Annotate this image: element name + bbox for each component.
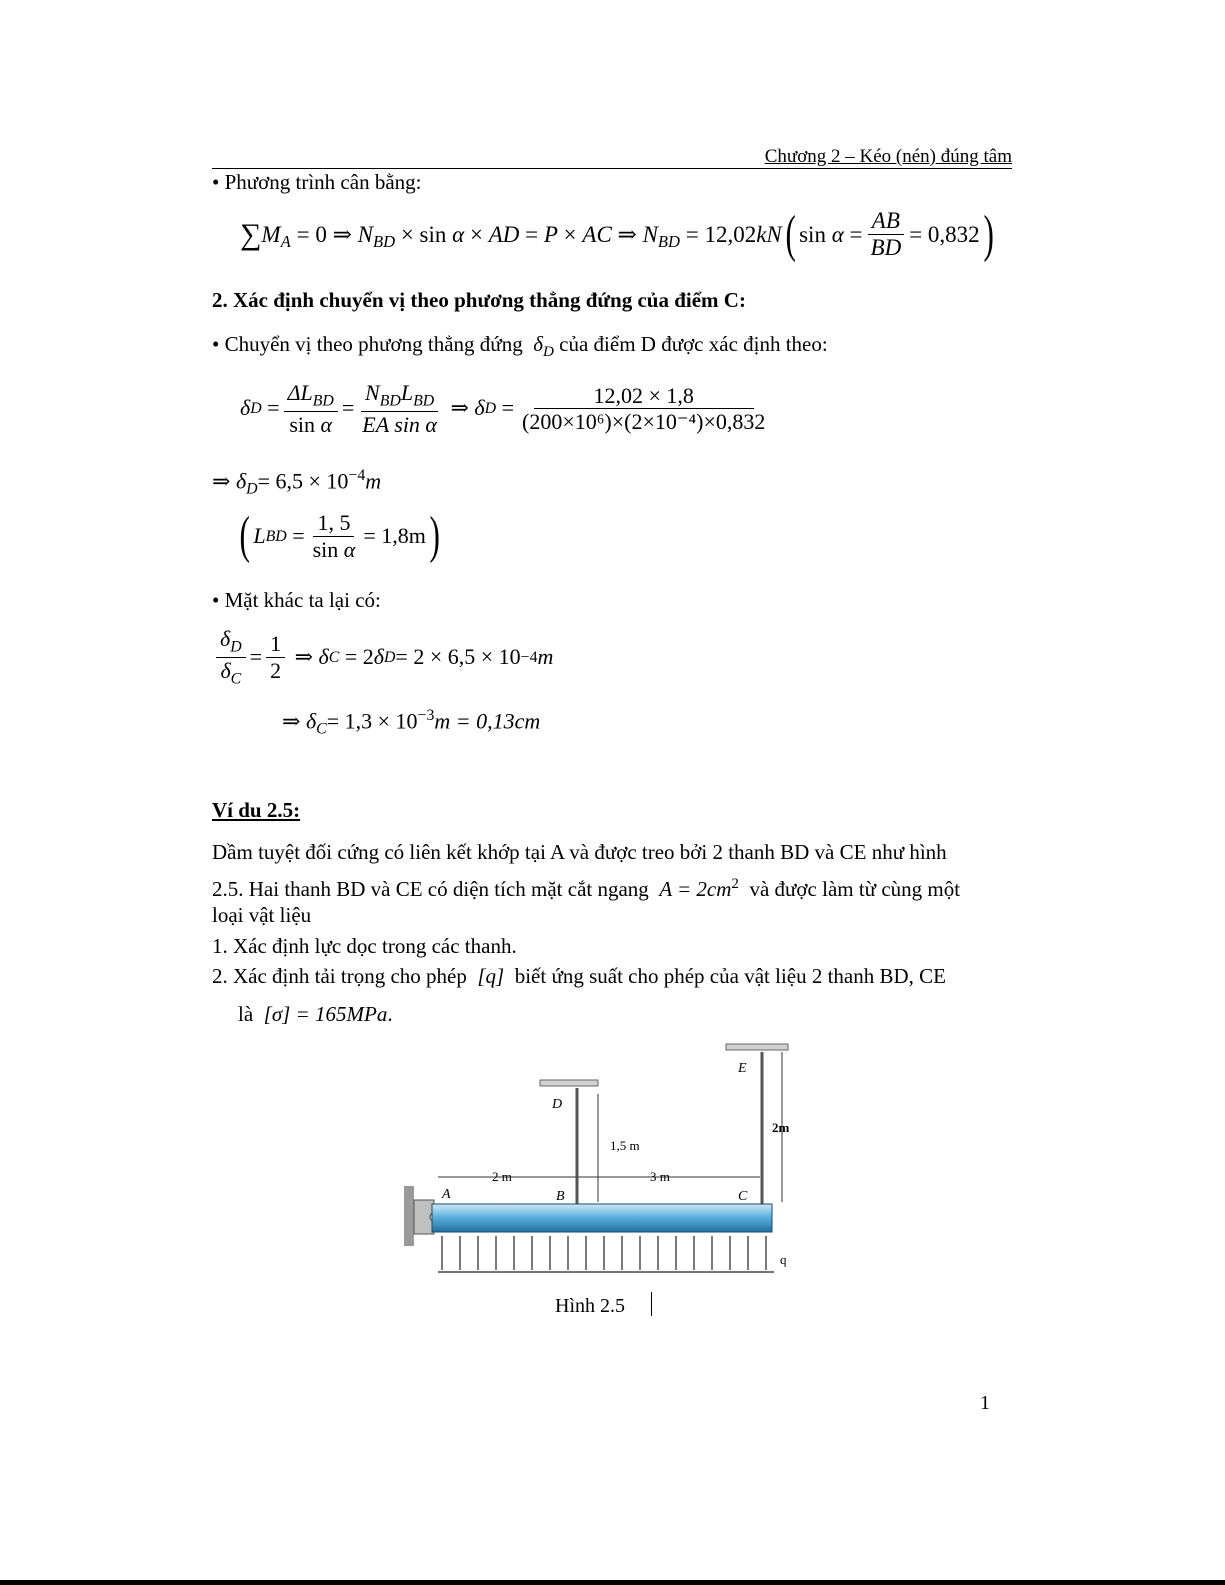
equilibrium-bullet: • Phương trình cân bằng:	[212, 170, 422, 194]
example-item1: 1. Xác định lực dọc trong các thanh.	[212, 934, 517, 958]
delta-d-result: ⇒ $\delta_D= 6,5 \times 10^{-4}m$	[212, 467, 382, 498]
ceiling-d	[540, 1080, 598, 1086]
example-line3: loại vật liệu	[212, 903, 312, 927]
page-header	[212, 146, 1012, 169]
beam-diagram	[402, 1032, 802, 1294]
label-dim-3m: 3 m	[650, 1169, 670, 1184]
displacement-bullet: • Chuyển vị theo phương thẳng đứng $\delta_D$ của điểm D được xác định theo:	[212, 332, 828, 361]
ratio-formula: $\frac{\delta_D}{\delta_C}$ = $\frac{1}{2}$ ⇒ δ C = 2 δ D = 2 × 6,5 × 10 −4 m	[212, 626, 553, 688]
example-line1: Dầm tuyệt đối cứng có liên kết khớp tại A và được treo bởi 2 thanh BD và CE như hình	[212, 840, 947, 864]
distributed-load	[438, 1236, 774, 1272]
header-title: Chương 2 – Kéo (nén) đúng tâm	[764, 146, 1012, 167]
example-paragraph	[212, 836, 1002, 925]
section2-heading: 2. Xác định chuyển vị theo phương thẳng đứng của điểm C:	[212, 288, 746, 312]
example-title: Ví du 2.5:	[212, 798, 301, 822]
label-a: A	[442, 1187, 451, 1202]
label-d: D	[552, 1097, 563, 1112]
label-q: q	[780, 1252, 787, 1267]
label-c: C	[738, 1189, 748, 1204]
label-dim-15: 1,5 m	[610, 1138, 640, 1153]
delta-d-formula: δ D = $\frac{\Delta L_{BD}}{\text{sin α}}$ = $\frac{N_{BD}L_{BD}}{\text{EA sin α}}$ ⇒ δ D = $\frac{12,02 \times 1,8}{\text{(200×10⁶)×(2×10⁻⁴)×0,832}}$	[240, 380, 766, 437]
example-item2-cont: là [σ] = 165MPa.	[238, 1002, 393, 1026]
ceiling-e	[726, 1044, 788, 1050]
wall-support	[404, 1186, 414, 1246]
text-cursor	[651, 1292, 652, 1316]
rigid-beam	[432, 1204, 772, 1232]
page-number: 1	[980, 1392, 990, 1414]
lbd-formula: ( L BD = $\frac{1, 5}{\text{sin α}}$ = 1,8m )	[239, 507, 440, 564]
other-bullet: • Mặt khác ta lại có:	[212, 588, 381, 612]
delta-c-final: ⇒ $\delta_C= 1,3 \times 10^{-3}m = 0,13cm$	[282, 707, 541, 738]
label-dim-2m-right: 2m	[772, 1120, 790, 1135]
equilibrium-equation: ∑ M $_A$ = 0 ⇒ N $_{BD}$ × sin α × AD = P × AC ⇒ N $_{BD}$ = 12,02 kN ( sin α = $\frac{AB}{BD}$ = 0,832 )	[240, 205, 994, 263]
label-e: E	[738, 1061, 747, 1076]
example-item2: 2. Xác định tải trọng cho phép [q] biết ứng suất cho phép của vật liệu 2 thanh BD, CE	[212, 964, 947, 988]
beam-figure	[402, 1032, 802, 1294]
label-b: B	[556, 1189, 565, 1204]
example-line2: 2.5. Hai thanh BD và CE có diện tích mặt cắt ngang $A = 2cm^2$ và được làm từ cùng một	[212, 876, 961, 901]
label-dim-2m-left: 2 m	[492, 1169, 512, 1184]
figure-caption: Hình 2.5	[555, 1295, 625, 1317]
page-bottom-edge	[0, 1580, 1225, 1585]
